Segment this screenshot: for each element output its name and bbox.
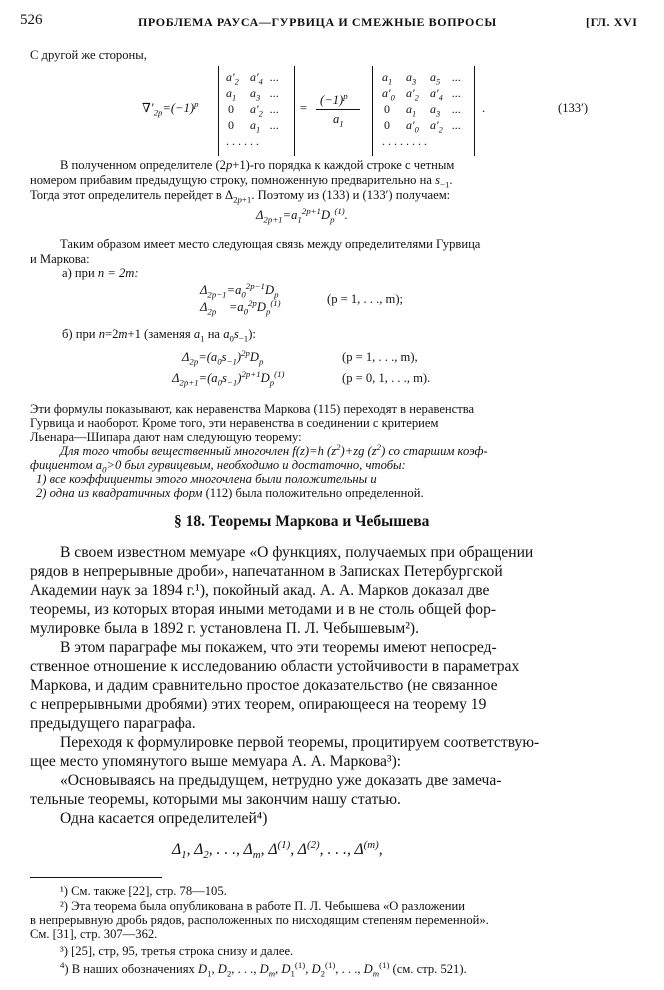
body-line-7: ственное отношение к исследованию области устойчивости в параметрах <box>30 658 520 675</box>
theorem-line4: 2) одна из квадратичных форм (112) была положительно определенной. <box>36 486 424 500</box>
chapter-label: [ГЛ. XVI <box>586 15 638 29</box>
mat1-r2c0: 0 <box>228 102 234 116</box>
body-line-10: предыдущего параграфа. <box>30 715 196 732</box>
case-b-eq2: $\Delta_{2p+1}=(a_0s_{-1})^{2p+1}D_p^{(1)}$ <box>172 368 285 388</box>
body-line-14: тельные теоремы, которыми мы закончим нашу статью. <box>30 791 401 808</box>
case-b-label: б) при n=2m+1 (заменяя $a_1$ на $a_0s_{-1}$): <box>62 327 256 344</box>
body-line-5: мулировке была в 1892 г. установлена П. Л. Чебышевым²). <box>30 620 419 637</box>
theorem-line1: Для того чтобы вещественный многочлен f(z)=h $(z^2)+zg$ $(z^2)$ со старшим коэф- <box>60 441 488 458</box>
mat1-left-bar <box>218 66 219 156</box>
theorem-line2: фициентом $a_0>0$ был гурвицевым, необходимо и достаточно, чтобы: <box>30 458 406 475</box>
frac-numerator: $(-1)^p$ <box>320 90 348 107</box>
mat1-r1c0: $a_1$ <box>226 86 237 103</box>
footnote-3: ³) [25], стр, 95, третья строка снизу и далее. <box>60 944 294 958</box>
mat1-r0c1: $a'_4$ <box>250 70 263 87</box>
body-line-11: Переходя к формулировке первой теоремы, процитируем соответствую- <box>60 734 540 751</box>
eq-period: . <box>482 101 486 115</box>
case-b-range2: (p = 0, 1, . . ., m). <box>342 371 431 385</box>
eq-sign: = <box>300 101 308 115</box>
mat1-r2c1: $a'_2$ <box>250 102 263 119</box>
footnote-2-line2: в непрерывную дробь рядов, расположенных по нисходящим степеням переменной». <box>30 913 489 927</box>
mat2-r2c3: ... <box>452 102 461 116</box>
mat2-left-bar <box>372 66 373 156</box>
case-b-range1: (p = 1, . . ., m), <box>342 350 418 364</box>
mat1-r0c0: $a'_2$ <box>226 70 239 87</box>
para2-line1: Таким образом имеет место следующая связь между определителями Гурвица <box>60 237 481 251</box>
para3-line2: Гурвица и наоборот. Кроме того, эти неравенства в соединении с критерием <box>30 416 439 430</box>
para1-line2: номером прибавим предыдущую строку, помноженную предварительно на $s_{-1}$. <box>30 173 453 190</box>
mat2-r1c2: $a'_4$ <box>430 86 443 103</box>
case-a-eq1: $\Delta_{2p-1}=a_0^{2p-1}D_p$ <box>200 280 279 300</box>
para3-line3: Льенара—Шипара дают нам следующую теорему: <box>30 430 302 444</box>
mat2-r4: . . . . . . . . <box>382 134 427 148</box>
mat2-r3c1: $a'_0$ <box>406 118 419 135</box>
running-title: ПРОБЛЕМА РАУСА—ГУРВИЦА И СМЕЖНЫЕ ВОПРОСЫ <box>138 15 497 29</box>
case-a-eq2: $\Delta_{2p}$ $=a_0^{2p}D_p^{(1)}$ <box>200 297 281 317</box>
para3-line1: Эти формулы показывают, как неравенства Маркова (115) переходят в неравенства <box>30 402 475 416</box>
body-line-13: «Основываясь на предыдущем, нетрудно уже доказать две замеча- <box>60 772 502 789</box>
footnote-2-line3: См. [31], стр. 307—362. <box>30 927 158 941</box>
footnote-2-line1: ²) Эта теорема была опубликована в работе П. Л. Чебышева «О разложении <box>60 899 465 913</box>
case-a-range: (p = 1, . . ., m); <box>327 292 404 306</box>
body-line-6: В этом параграфе мы покажем, что эти теоремы имеют непосред- <box>60 639 497 656</box>
body-line-9: с непрерывными дробями) этих теорем, опирающееся на теорему 19 <box>30 696 487 713</box>
mat2-r1c0: $a'_0$ <box>382 86 395 103</box>
equation-label: (133′) <box>558 101 589 115</box>
para2-line2: и Маркова: <box>30 252 90 266</box>
mat1-right-bar <box>294 66 295 156</box>
mat2-r3c3: ... <box>452 118 461 132</box>
mat2-r3c2: $a'_2$ <box>430 118 443 135</box>
frac-denominator: $a_1$ <box>333 112 344 129</box>
body-line-8: Маркова, и дадим сравнительно простое доказательство (не связанное <box>30 677 498 694</box>
mat1-r1c2: ... <box>270 86 279 100</box>
footnote-1: ¹) См. также [22], стр. 78—105. <box>60 884 227 898</box>
mat2-r0c1: $a_3$ <box>406 70 417 87</box>
eq133p-lhs: $\nabla'_{2p}=(-1)^p$ <box>142 98 199 118</box>
para1-line3: Тогда этот определитель перейдет в $\Delta_{2p+1}$. Поэтому из (133) и (133′) получаем: <box>30 188 451 205</box>
mat2-right-bar <box>474 66 475 156</box>
mat1-r4: . . . . . . <box>226 134 259 148</box>
mat2-r2c0: 0 <box>384 102 390 116</box>
mat1-r2c2: ... <box>270 102 279 116</box>
body-line-4: теоремы, из которых вторая иными методами и в не столь общей фор- <box>30 601 497 618</box>
mat2-r0c0: $a_1$ <box>382 70 393 87</box>
mat2-r3c0: 0 <box>384 118 390 132</box>
mat2-r1c3: ... <box>452 86 461 100</box>
body-line-3: Академии наук за 1894 г.¹), покойный акад. А. А. Марков доказал две <box>30 582 490 599</box>
mat1-r0c2: ... <box>270 70 279 84</box>
mat1-r3c0: 0 <box>228 118 234 132</box>
footnote-rule <box>30 877 162 878</box>
mat2-r1c1: $a'_2$ <box>406 86 419 103</box>
mat2-r0c3: ... <box>452 70 461 84</box>
mat1-r3c1: $a_1$ <box>250 118 261 135</box>
para1-line1: В полученном определителе (2p+1)-го порядка к каждой строке с четным <box>60 158 455 172</box>
mat2-r0c2: $a_5$ <box>430 70 441 87</box>
theorem-line3: 1) все коэффициенты этого многочлена были положительны и <box>36 472 377 486</box>
body-line-2: рядов в непрерывные дроби», напечатанном в Записках Петербургской <box>30 563 503 580</box>
eq-delta: $\Delta_{2p+1}=a_1^{2p+1}D_p^{(1)}$. <box>256 205 348 225</box>
mat2-r2c2: $a_3$ <box>430 102 441 119</box>
mat2-r2c1: $a_1$ <box>406 102 417 119</box>
mat1-r3c2: ... <box>270 118 279 132</box>
body-line-1: В своем известном мемуаре «О функциях, получаемых при обращении <box>60 544 534 561</box>
section-title: § 18. Теоремы Маркова и Чебышева <box>174 513 430 530</box>
mat1-r1c1: $a_3$ <box>250 86 261 103</box>
body-line-12: щее место упомянутого выше мемуара А. А. Маркова³): <box>30 753 402 770</box>
eq-determinant-list: $\Delta_1$, $\Delta_2$, . . ., $\Delta_m$, $\Delta^{(1)}$, $\Delta^{(2)}$, . . ., $\Delta^{(m)}$, <box>172 838 383 862</box>
case-a-label: а) при n = 2m: <box>62 266 139 280</box>
footnote-4: $^4$) В наших обозначениях $D_1$, $D_2$, . . ., $D_m$, $D_1^{(1)}$, $D_2^{(1)}$, . . ., $D_m^{(1)}$ (см. стр. 521). <box>60 959 467 979</box>
case-b-eq1: $\Delta_{2p}=(a_0s_{-1})^{2p}D_p$ <box>182 347 264 367</box>
body-line-15: Одна касается определителей⁴) <box>60 810 268 827</box>
page-number: 526 <box>20 12 43 28</box>
intro-text: С другой же стороны, <box>30 48 147 62</box>
frac-line <box>316 109 360 110</box>
